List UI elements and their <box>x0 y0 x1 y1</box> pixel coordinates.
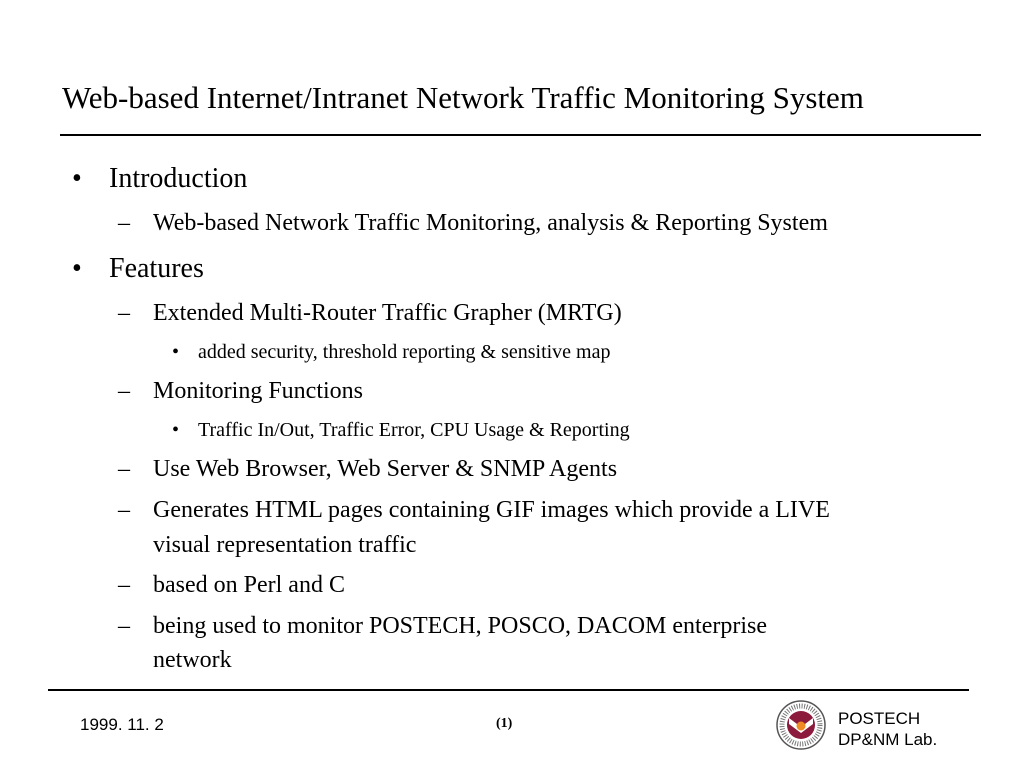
bullet-features: • Features <box>72 253 204 284</box>
sub-bullet: – Web-based Network Traffic Monitoring, analysis & Reporting System <box>118 210 828 236</box>
bullet-introduction: • Introduction <box>72 163 248 194</box>
sub-sub-bullet: • added security, threshold reporting & sensitive map <box>172 341 611 363</box>
sub-bullet: – based on Perl and C <box>118 572 345 598</box>
postech-logo-icon <box>776 700 826 750</box>
sub-bullet: – Monitoring Functions <box>118 378 364 404</box>
sub-sub-bullet: • Traffic In/Out, Traffic Error, CPU Usage & Reporting <box>172 419 630 441</box>
slide-title: Web-based Internet/Intranet Network Traffic Monitoring System <box>62 80 864 115</box>
footer-date: 1999. 11. 2 <box>80 715 164 734</box>
sub-bullet: – Generates HTML pages containing GIF images which provide a LIVE <box>118 497 830 523</box>
sub-bullet-continuation: network <box>153 647 232 673</box>
lab-name: POSTECH DP&NM Lab. <box>838 709 938 749</box>
footer-divider <box>48 689 969 691</box>
sub-bullet: – Extended Multi-Router Traffic Grapher (MRTG) <box>118 300 622 326</box>
sub-bullet-continuation: visual representation traffic <box>153 532 417 558</box>
page-number: (1) <box>496 716 513 731</box>
sub-bullet: – Use Web Browser, Web Server & SNMP Agents <box>118 456 618 482</box>
sub-bullet: – being used to monitor POSTECH, POSCO, DACOM enterprise <box>118 613 767 639</box>
title-divider <box>60 134 981 136</box>
